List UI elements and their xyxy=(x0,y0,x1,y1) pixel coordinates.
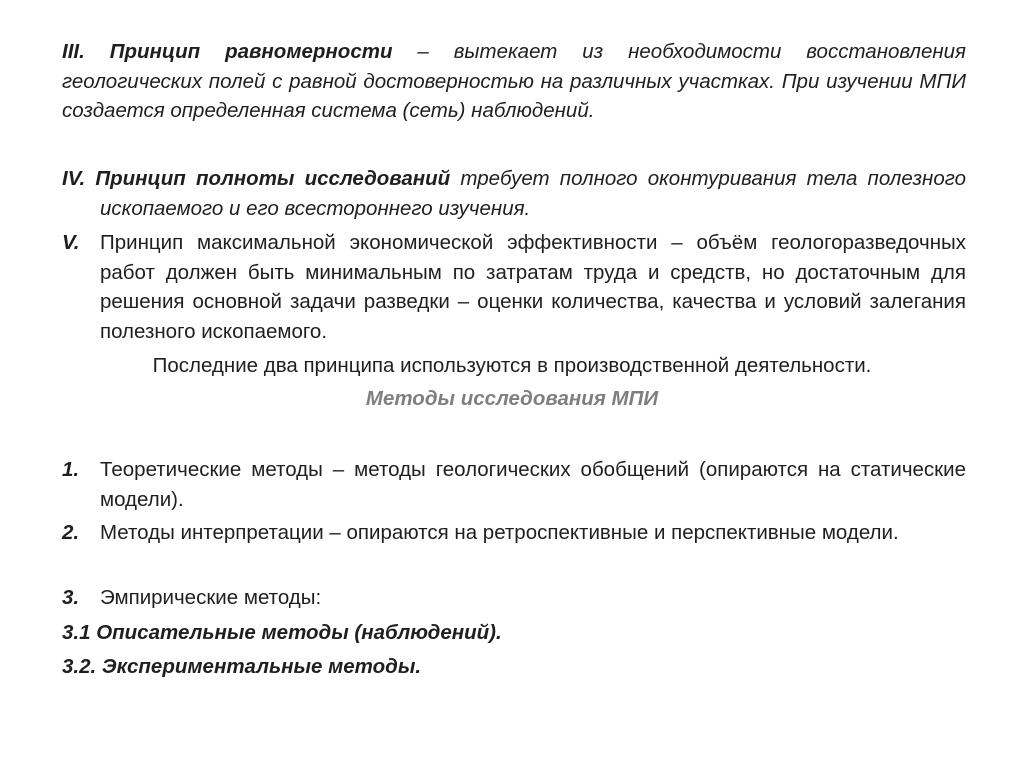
method-2-item xyxy=(62,518,966,548)
method-1-number: 1. xyxy=(62,458,80,481)
method-2-title: Методы интерпретации xyxy=(100,521,324,544)
principle-4-paragraph xyxy=(62,164,966,223)
principle-3-paragraph xyxy=(62,37,966,126)
principle-4-text: требует полного оконтуривания тела полезного ископаемого и его всестороннего изучения. xyxy=(100,167,967,220)
note-text: Последние два принципа используются в производственной деятельности. xyxy=(152,354,872,377)
principle-5-title: Принцип максимальной экономической эффективности xyxy=(100,231,658,254)
method-2-number: 2. xyxy=(62,521,80,544)
principle-3-title: Принцип равномерности xyxy=(109,40,393,63)
principle-3-number: III. xyxy=(62,40,85,63)
principle-3-text: – вытекает из необходимости восстановления геологических полей с равной достоверностью на различных участках. При изучении МПИ создается определенная система (сеть) наблюдений. xyxy=(62,40,966,122)
principle-5-number: V. xyxy=(62,231,80,254)
methods-heading: Методы исследования МПИ xyxy=(365,387,659,410)
principle-5-text: – объём геологоразведочных работ должен быть минимальным по затратам труда и средств, но достаточным для решения основной задачи разведки – оценки количества, качества и условий залегания полезного ископаемого. xyxy=(100,231,966,343)
method-3-title: Эмпирические методы: xyxy=(100,586,322,609)
method-1-item xyxy=(62,455,966,514)
method-1-title: Теоретические методы xyxy=(100,458,323,481)
principle-4-title: Принцип полноты исследований xyxy=(95,167,451,190)
method-3-number: 3. xyxy=(62,586,80,609)
principle-5-paragraph xyxy=(62,228,966,346)
method-1-text: – методы геологических обобщений (опираются на статические модели). xyxy=(100,458,966,511)
method-2-text: – опираются на ретроспективные и перспективные модели. xyxy=(323,521,899,544)
principle-4-number: IV. xyxy=(62,167,86,190)
submethod-3-2: 3.2. Экспериментальные методы. xyxy=(62,655,422,678)
submethod-3-1: 3.1 Описательные методы (наблюдений). xyxy=(62,621,502,644)
method-3-item xyxy=(62,583,966,613)
